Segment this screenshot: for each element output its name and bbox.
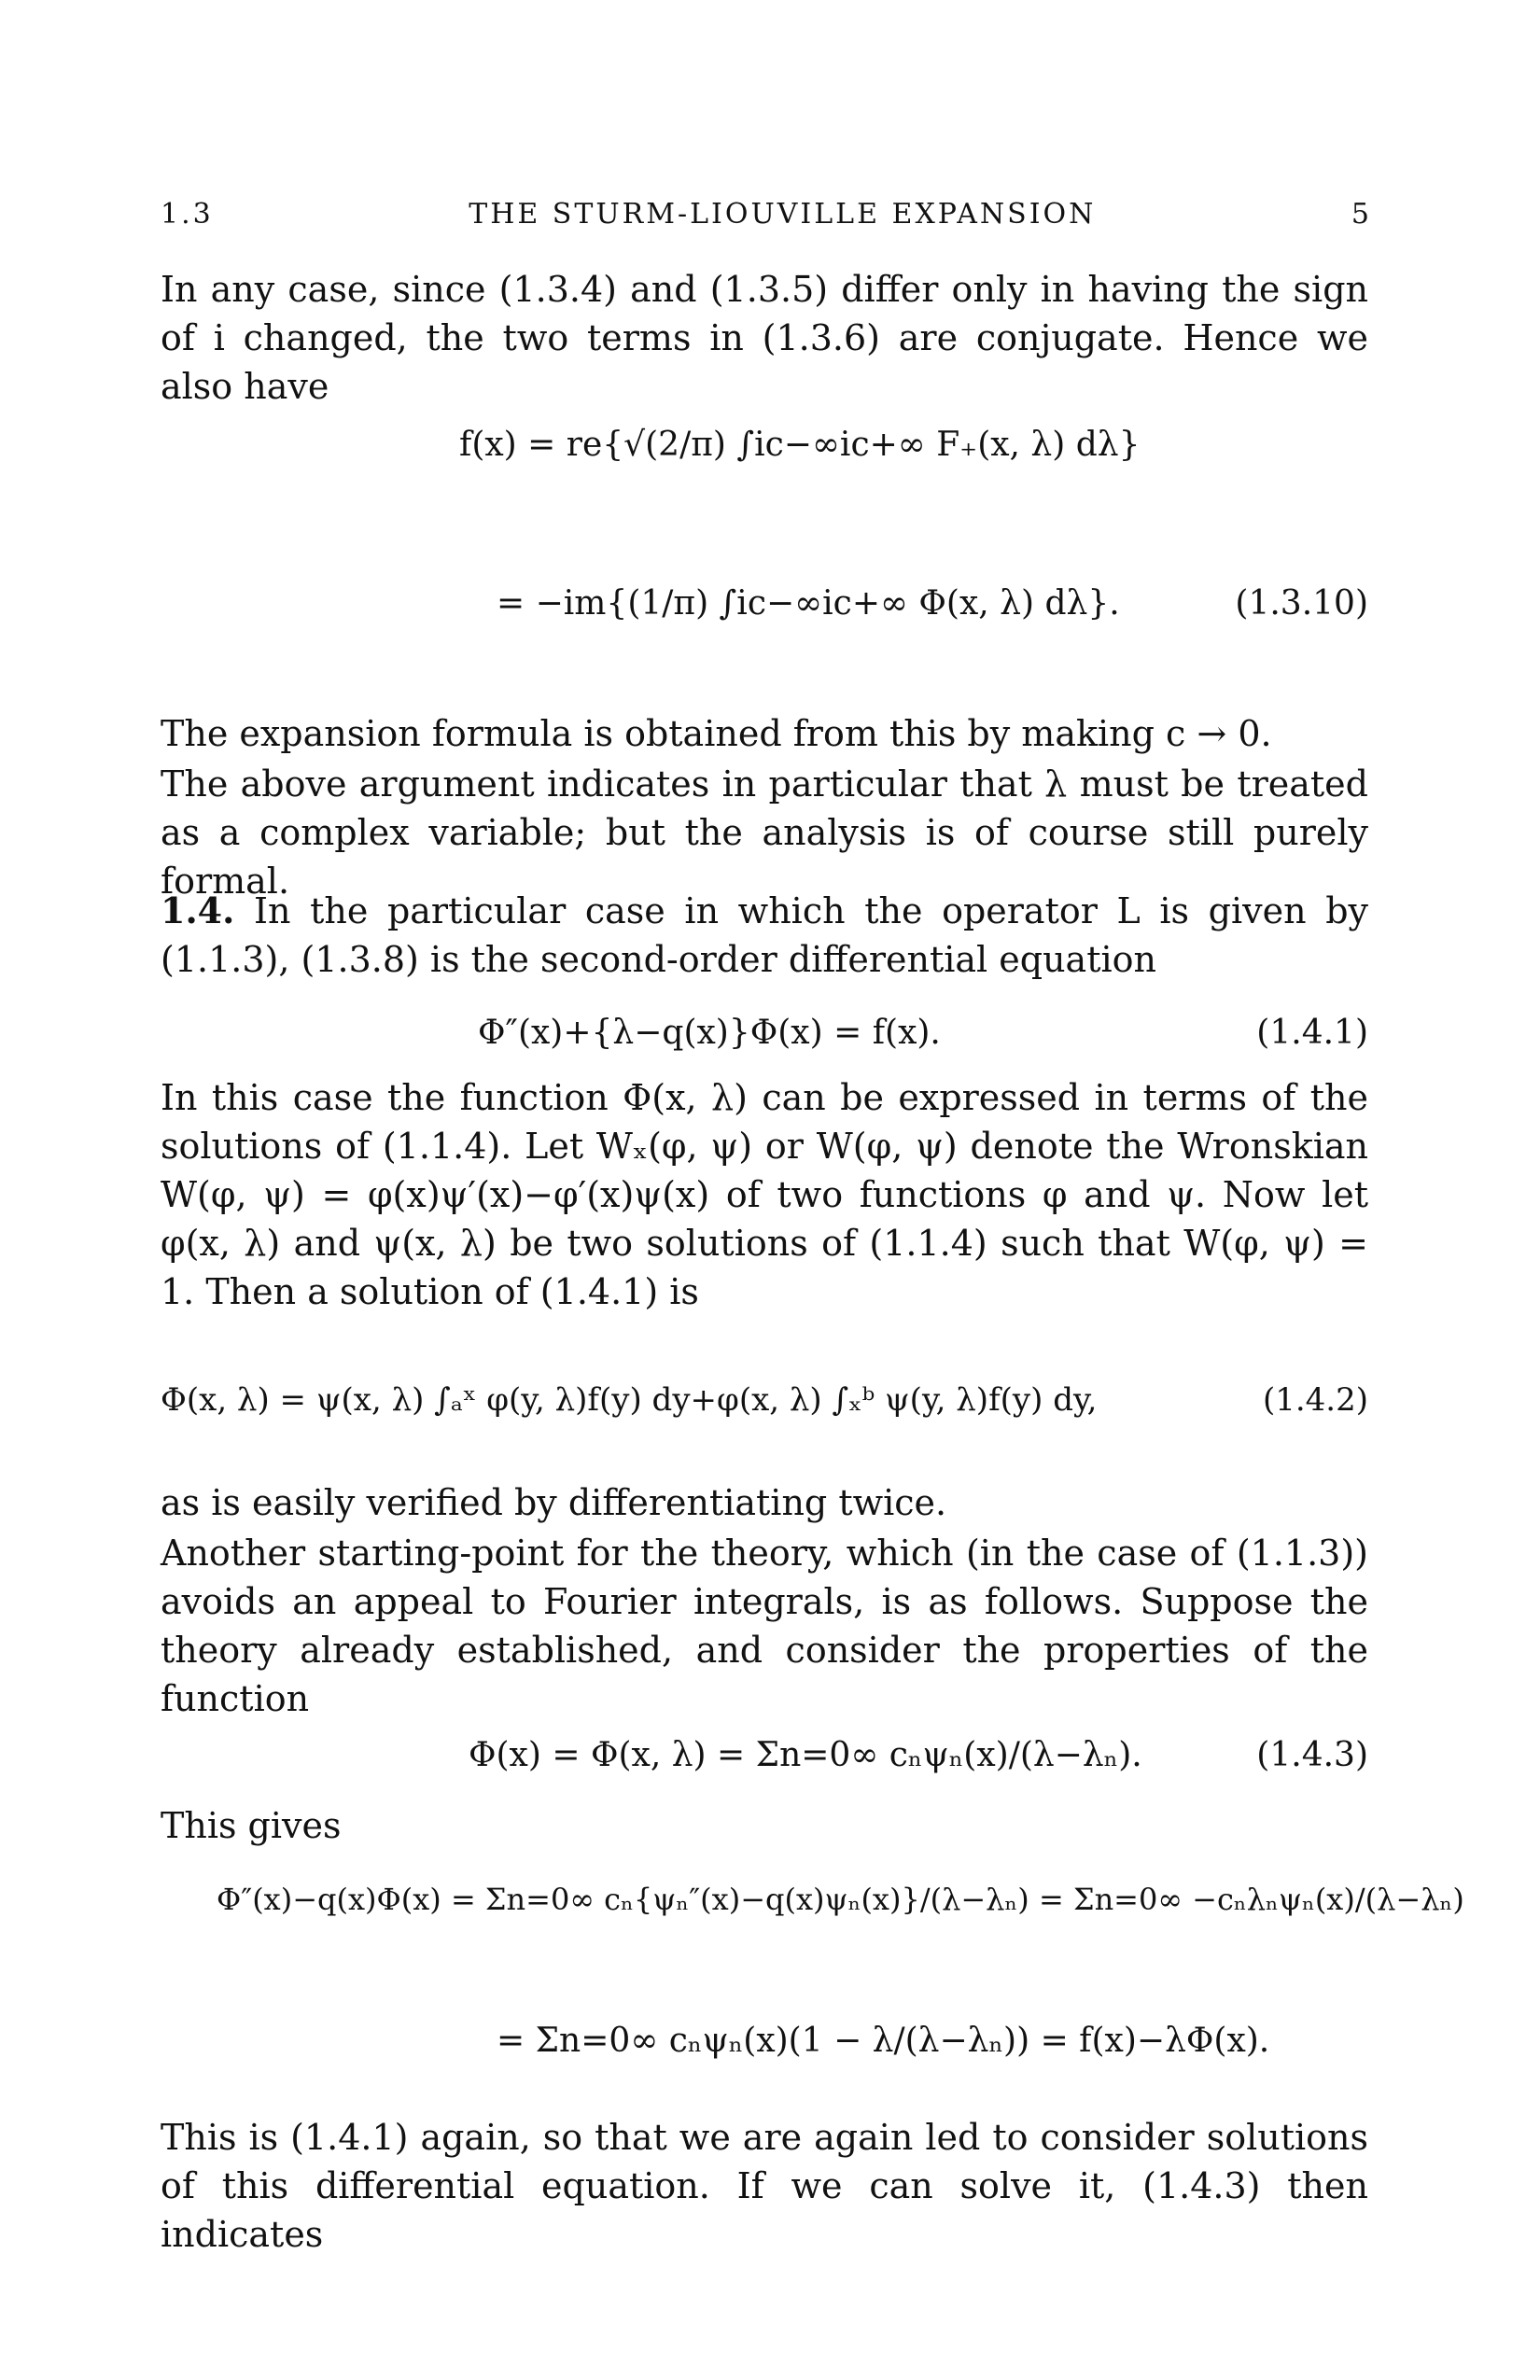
page-number: 5	[1351, 198, 1372, 231]
paragraph-4	[161, 887, 1368, 984]
equation-1-4-2	[161, 1344, 1368, 1456]
equation-text: f(x) = re{√(2/π) ∫ic−∞ic+∞ F₊(x, λ) dλ}	[459, 426, 1141, 464]
paragraph-1: In any case, since (1.3.4) and (1.3.5) differ only in having the sign of i changed, the two terms in (1.3.6) are conjugate. Hence we also have	[161, 269, 1368, 407]
section-number: 1.3	[161, 198, 214, 231]
equation-expansion-line-2	[161, 1979, 1368, 2100]
equation-text: Φ(x, λ) = ψ(x, λ) ∫ₐˣ φ(y, λ)f(y) dy+φ(x, λ) ∫ₓᵇ ψ(y, λ)f(y) dy,	[161, 1381, 1098, 1419]
paragraph-2: The expansion formula is obtained from this by making c → 0.	[161, 713, 1272, 754]
equation-1-3-10-line-1	[161, 383, 1368, 513]
equation-number: (1.4.3)	[1256, 1736, 1368, 1774]
equation-text: Φ(x) = Φ(x, λ) = Σn=0∞ cₙψₙ(x)/(λ−λₙ).	[469, 1736, 1142, 1774]
paragraph-3: The above argument indicates in particular that λ must be treated as a complex variable; but the analysis is of course still purely formal.	[161, 763, 1368, 902]
equation-1-3-10-line-2	[161, 541, 1368, 663]
paragraph-4-text: In the particular case in which the operator L is given by (1.1.3), (1.3.8) is the second-order differential equation	[161, 890, 1368, 980]
paragraph-5: In this case the function Φ(x, λ) can be expressed in terms of the solutions of (1.1.4). Let Wₓ(φ, ψ) or W(φ, ψ) denote the Wronskian W(φ, ψ) = φ(x)ψ′(x)−φ′(x)ψ(x) of two functions φ and ψ. Now let φ(x, λ) and ψ(x, λ) be two solutions of (1.1.4) such that W(φ, ψ) = 1. Then a solution of (1.4.1) is	[161, 1077, 1368, 1312]
equation-text: = −im{(1/π) ∫ic−∞ic+∞ Φ(x, λ) dλ}.	[497, 584, 1120, 623]
equation-text: Φ″(x)−q(x)Φ(x) = Σn=0∞ cₙ{ψₙ″(x)−q(x)ψₙ(x)}/(λ−λₙ) = Σn=0∞ −cₙλₙψₙ(x)/(λ−λₙ)	[217, 1882, 1464, 1917]
equation-1-4-1	[161, 1008, 1368, 1064]
equation-expansion-line-1	[161, 1839, 1464, 1960]
paragraph-7: Another starting-point for the theory, which (in the case of (1.1.3)) avoids an appeal to Fourier integrals, is as follows. Suppose the theory already established, and consider the properties of the function	[161, 1533, 1368, 1719]
equation-number: (1.3.10)	[1235, 584, 1368, 623]
paragraph-9: This is (1.4.1) again, so that we are again led to consider solutions of this differential equation. If we can solve it, (1.4.3) then indicates	[161, 2117, 1368, 2255]
running-title: THE STURM-LIOUVILLE EXPANSION	[469, 198, 1097, 231]
paragraph-8: This gives	[161, 1805, 342, 1846]
section-heading-number: 1.4.	[161, 889, 235, 931]
paragraph-6: as is easily verified by differentiating twice.	[161, 1482, 947, 1523]
running-head	[161, 198, 1372, 231]
equation-number: (1.4.1)	[1256, 1014, 1368, 1052]
equation-text: = Σn=0∞ cₙψₙ(x)(1 − λ/(λ−λₙ)) = f(x)−λΦ(x).	[497, 2022, 1270, 2060]
equation-number: (1.4.2)	[1262, 1381, 1368, 1419]
equation-text: Φ″(x)+{λ−q(x)}Φ(x) = f(x).	[478, 1014, 941, 1052]
